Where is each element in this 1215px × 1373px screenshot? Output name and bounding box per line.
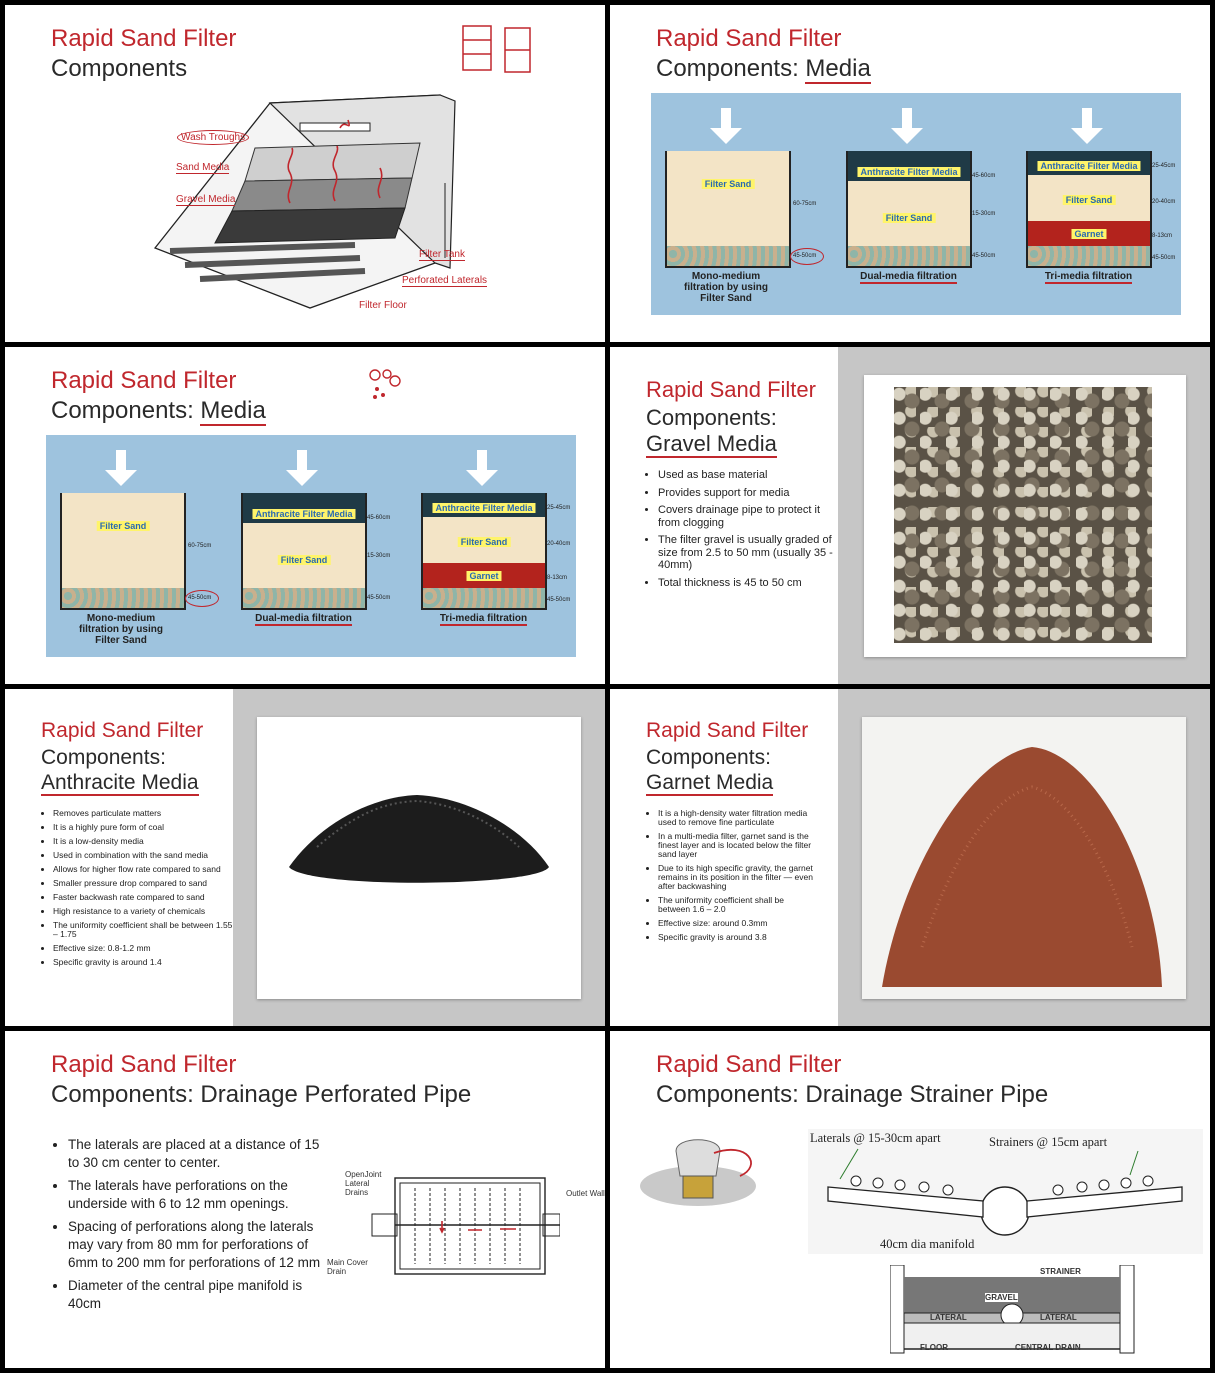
slide-subtitle: Components (51, 55, 188, 82)
slide-subtitle: Components: Media (51, 397, 266, 424)
slide-title: Rapid Sand Filter (646, 377, 816, 402)
label-gravel: GRAVEL (985, 1293, 1018, 1302)
slide-garnet-media[interactable] (610, 689, 1210, 1026)
image-panel (838, 689, 1210, 1026)
slide-subtitle: Components: Drainage Strainer Pipe (656, 1081, 1049, 1108)
slide-gravel-media[interactable] (610, 347, 1210, 684)
slide-title: Rapid Sand Filter (656, 1051, 842, 1078)
mono-media-column: Filter Sand (60, 493, 186, 610)
label-strainers-spacing: Strainers @ 15cm apart (989, 1135, 1108, 1149)
gravel-photo (894, 387, 1152, 643)
dual-caption: Dual-media filtration (860, 271, 957, 282)
label-main-drain: Main Cover Drain (327, 1258, 368, 1276)
label-filter-floor: Filter Floor (359, 300, 407, 311)
slide-subtitle: Components: (646, 746, 771, 769)
slide-subtitle: Components: Media (656, 55, 871, 82)
slide-subtitle: Components: Drainage Perforated Pipe (51, 1081, 472, 1108)
slide-perforated-pipe[interactable] (5, 1031, 605, 1368)
strainer-layout-diagram (808, 1129, 1203, 1254)
label-outlet-wall: Outlet Wall (566, 1189, 605, 1198)
slide-media[interactable] (610, 5, 1210, 342)
media-diagram: Filter Sand 60-75cm 45-50cm Mono-medium filtration by using Filter Sand Anthracite Filter Media Filter Sand 45-60cm 15-30cm 45-50cm Dual-media filtration Anthracite Filter Media Filter Sand Garnet 25-45cm 20-40cm 8-13cm 45-50cm Tri-media filtration (651, 93, 1181, 315)
image-card (862, 717, 1186, 999)
label-manifold: 40cm dia manifold (880, 1237, 975, 1251)
label-lateral-right: LATERAL (1040, 1313, 1077, 1322)
dual-caption: Dual-media filtration (255, 613, 352, 624)
garnet-bullets: • It is a high-density water filtration media used to remove fine particulate • In a multi-media filter, garnet sand is the finest layer and is located below the filter sand layer • Due to its high specific gravity, the garnet remains in its position in the filter — even after backwashing • The uniformity coefficient shall be between 1.6 – 2.0 • Effective size: around 0.3mm • Specific gravity is around 3.8 (646, 809, 818, 947)
label-laterals-spacing: Laterals @ 15-30cm apart (810, 1131, 941, 1145)
slide-subtitle-media: Garnet Media (646, 771, 774, 794)
slide-title: Rapid Sand Filter (51, 25, 237, 52)
tri-media-column: Anthracite Filter Media Filter Sand Garnet (421, 493, 547, 610)
label-floor: FLOOR (920, 1343, 948, 1352)
slide-title: Rapid Sand Filter (51, 367, 237, 394)
image-panel (233, 689, 605, 1026)
image-card (864, 375, 1186, 657)
slide-components[interactable] (5, 5, 605, 342)
media-diagram: Filter Sand 60-75cm 45-50cm Mono-medium filtration by using Filter Sand Anthracite Filter Media Filter Sand 45-60cm 15-30cm 45-50cm Dual-media filtration Anthracite Filter Media Filter Sand Garnet 25-45cm 20-40cm 8-13cm 45-50cm Tri-media filtration (46, 435, 576, 657)
image-panel (838, 347, 1210, 684)
label-filter-tank: Filter Tank (419, 249, 465, 260)
mono-media-column: Filter Sand (665, 151, 791, 268)
gravel-bullets: • Used as base material • Provides support for media • Covers drainage pipe to protect it from clogging • The filter gravel is usually graded of size from 2.5 to 50 mm (usually 35 - 40mm) • Total thickness is 45 to 50 cm (646, 469, 843, 594)
tri-media-column: Anthracite Filter Media Filter Sand Garnet (1026, 151, 1152, 268)
dual-media-column: Anthracite Filter Media Filter Sand (241, 493, 367, 610)
garnet-photo (862, 717, 1186, 999)
strainer-photo (628, 1131, 798, 1241)
slide-title: Rapid Sand Filter (41, 719, 204, 742)
mono-caption: Mono-medium filtration by using Filter Sand (79, 613, 163, 646)
slide-subtitle: Components: (41, 746, 166, 769)
slide-title: Rapid Sand Filter (656, 25, 842, 52)
slide-strainer-pipe[interactable] (610, 1031, 1210, 1368)
slide-subtitle-media: Gravel Media (646, 431, 777, 456)
handwritten-doodle (365, 365, 410, 405)
drain-layout-diagram (370, 1176, 560, 1276)
tri-caption: Tri-media filtration (439, 613, 528, 624)
slide-title: Rapid Sand Filter (51, 1051, 237, 1078)
tri-caption: Tri-media filtration (1044, 271, 1133, 282)
anthracite-bullets: • Removes particulate matters • It is a highly pure form of coal • It is a low-density media • Used in combination with the sand media • Allows for higher flow rate compared to sand • Smaller pressure drop compared to sand • Faster backwash rate compared to sand • High resistance to a variety of chemicals • The uniformity coefficient shall be between 1.55 – 1.75 • Effective size: 0.8-1.2 mm • Specific gravity is around 1.4 (41, 809, 235, 972)
label-sand-media: Sand Media (176, 162, 230, 173)
perforated-bullets: • The laterals are placed at a distance of 15 to 30 cm center to center. • The laterals have perforations on the underside with 6 to 12 mm openings. • Spacing of perforations along the laterals may vary from 80 mm for perforations of 6mm to 200 mm for perforations of 12 mm • Diameter of the central pipe manifold is 40cm (51, 1136, 330, 1318)
slide-subtitle: Components: (646, 405, 777, 430)
handwritten-doodle (460, 23, 535, 78)
label-central-drain: CENTRAL DRAIN (1015, 1343, 1081, 1352)
label-wash-troughs: Wash Troughs (177, 130, 249, 145)
anthracite-photo (257, 717, 581, 999)
dual-media-column: Anthracite Filter Media Filter Sand (846, 151, 972, 268)
slide-title: Rapid Sand Filter (646, 719, 809, 742)
label-gravel-media: Gravel Media (176, 194, 236, 205)
image-card (257, 717, 581, 999)
slide-media-annotated[interactable] (5, 347, 605, 684)
slide-anthracite-media[interactable] (5, 689, 605, 1026)
label-lateral-left: LATERAL (930, 1313, 967, 1322)
mono-caption: Mono-medium filtration by using Filter Sand (684, 271, 768, 304)
label-open-joint: OpenJoint Lateral Drains (345, 1170, 382, 1197)
slide-subtitle-media: Anthracite Media (41, 771, 199, 794)
label-perforated-laterals: Perforated Laterals (402, 275, 488, 286)
filter-section-diagram (890, 1265, 1135, 1357)
label-strainer: STRAINER (1040, 1267, 1081, 1276)
